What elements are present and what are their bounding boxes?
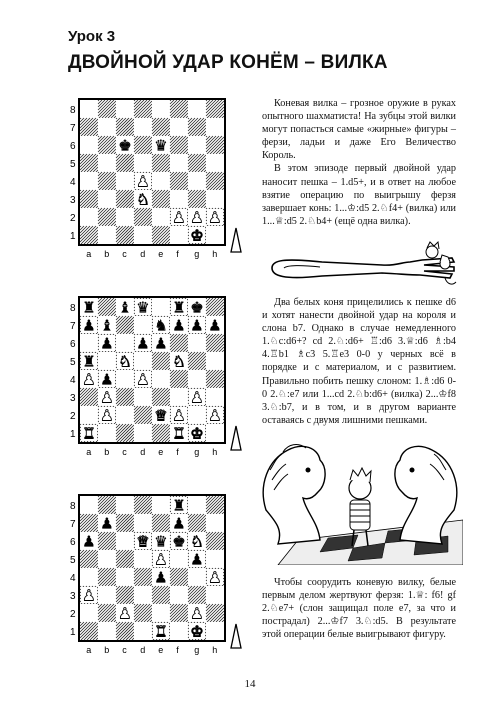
rank-label: 1 <box>70 230 76 242</box>
rank-label: 1 <box>70 626 76 638</box>
white-pawn-piece: ♟ <box>172 208 186 227</box>
light-square <box>206 424 224 442</box>
white-pawn-piece: ♟ <box>82 586 96 605</box>
light-square <box>98 586 116 604</box>
light-square <box>170 154 188 172</box>
black-pawn-piece: ♟ <box>208 316 222 335</box>
white-king-piece: ♚ <box>190 622 204 641</box>
file-label: c <box>122 249 127 259</box>
light-square <box>206 118 224 136</box>
file-label: h <box>212 447 218 457</box>
black-pawn-piece: ♟ <box>100 514 114 533</box>
file-label: a <box>86 249 92 259</box>
white-pawn-piece: ♟ <box>208 568 222 587</box>
white-pawn-piece: ♟ <box>190 604 204 623</box>
light-square <box>152 208 170 226</box>
light-square <box>188 136 206 154</box>
chapter-title: ДВОЙНОЙ УДАР КОНЁМ – ВИЛКА <box>68 52 388 73</box>
light-square <box>98 424 116 442</box>
white-knight-piece: ♞ <box>172 352 186 371</box>
file-label: d <box>140 249 146 259</box>
white-pawn-piece: ♟ <box>208 208 222 227</box>
black-pawn-piece: ♟ <box>82 532 96 551</box>
light-square <box>188 568 206 586</box>
light-square <box>80 568 98 586</box>
file-label: g <box>194 249 200 259</box>
light-square <box>134 388 152 406</box>
light-square <box>116 568 134 586</box>
light-square <box>80 604 98 622</box>
black-pawn-piece: ♟ <box>190 550 204 569</box>
file-label: g <box>194 447 200 457</box>
white-pawn-piece: ♟ <box>82 370 96 389</box>
lesson-label: Урок 3 <box>68 28 116 45</box>
light-square <box>206 586 224 604</box>
rank-label: 5 <box>70 356 76 368</box>
chessboard-svg <box>70 296 228 460</box>
white-king-piece: ♚ <box>190 424 204 443</box>
light-square <box>206 352 224 370</box>
file-label: h <box>212 645 218 655</box>
rank-label: 4 <box>70 176 76 188</box>
rank-label: 7 <box>70 320 76 332</box>
file-label: c <box>122 645 127 655</box>
white-pawn-piece: ♟ <box>118 604 132 623</box>
rank-label: 6 <box>70 140 76 152</box>
white-pawn-piece: ♟ <box>208 406 222 425</box>
file-label: f <box>176 249 179 259</box>
light-square <box>134 316 152 334</box>
knights-cartoon-illustration <box>258 440 463 565</box>
light-square <box>116 172 134 190</box>
light-square <box>188 370 206 388</box>
white-king-piece: ♚ <box>190 226 204 245</box>
light-square <box>80 334 98 352</box>
light-square <box>206 388 224 406</box>
light-square <box>116 208 134 226</box>
file-label: c <box>122 447 127 457</box>
light-square <box>80 406 98 424</box>
black-queen-piece: ♛ <box>136 298 150 317</box>
paragraph: Два белых коня прицелились к пешке d6 и хотят нанести двойной удар на короля и слона b7. Однако в случае немедленного 1.♘c:d6+? cd 2.♘:d6+ ♖:d6 3.♕:d6 ♗:b4 4.♖b1 ♗c3 5.♖e3 0-0 у черных всё в порядке и с материалом, и с развитием. Правильно побить пешку слоном: 1.♗:d6 0-0 2.♘:e7 или 1...cd 2.♘b:d6+ (вилка) 2...♔f8 3.♘:b7, и в том, и в другом варианте оставаясь с двумя лишними пешками. <box>262 297 456 426</box>
white-pawn-piece: ♟ <box>100 388 114 407</box>
light-square <box>206 514 224 532</box>
rank-label: 6 <box>70 338 76 350</box>
light-square <box>152 604 170 622</box>
rank-label: 8 <box>70 500 76 512</box>
white-knight-piece: ♞ <box>118 352 132 371</box>
light-square <box>188 496 206 514</box>
rank-label: 2 <box>70 608 76 620</box>
light-square <box>152 496 170 514</box>
light-square <box>188 334 206 352</box>
white-pawn-piece: ♟ <box>136 172 150 191</box>
white-pawn-piece: ♟ <box>100 406 114 425</box>
black-king-piece: ♚ <box>172 532 186 551</box>
white-queen-piece: ♛ <box>154 406 168 425</box>
white-pawn-piece: ♟ <box>190 208 204 227</box>
rank-label: 8 <box>70 104 76 116</box>
white-pawn-piece: ♟ <box>136 370 150 389</box>
black-pawn-piece: ♟ <box>100 334 114 353</box>
light-square <box>206 154 224 172</box>
light-square <box>134 154 152 172</box>
light-square <box>170 388 188 406</box>
paragraph: Коневая вилка – грозное оружие в руках опытного шахматиста! На зубцы этой вилки могут попасться самые «жирные» фигуры – ферзи, ладьи и даже Его Величество Король. <box>262 98 456 162</box>
rank-label: 4 <box>70 572 76 584</box>
white-rook-piece: ♜ <box>82 424 96 443</box>
light-square <box>170 586 188 604</box>
light-square <box>206 226 224 244</box>
file-label: a <box>86 645 92 655</box>
text-block-1 <box>262 97 456 228</box>
light-square <box>188 100 206 118</box>
rank-label: 7 <box>70 122 76 134</box>
file-label: b <box>104 249 110 259</box>
white-rook-piece: ♜ <box>154 622 168 641</box>
white-to-move-marker-2 <box>230 425 242 451</box>
rank-label: 1 <box>70 428 76 440</box>
light-square <box>98 226 116 244</box>
black-queen-piece: ♛ <box>154 136 168 155</box>
black-bishop-piece: ♝ <box>100 316 114 335</box>
black-knight-piece: ♞ <box>154 316 168 335</box>
fork-illustration <box>262 240 462 290</box>
white-knight-piece: ♞ <box>136 190 150 209</box>
light-square <box>134 352 152 370</box>
file-label: f <box>176 645 179 655</box>
white-rook-piece: ♜ <box>172 424 186 443</box>
black-bishop-piece: ♝ <box>118 298 132 317</box>
file-label: e <box>158 645 164 655</box>
white-pawn-piece: ♟ <box>154 550 168 569</box>
black-king-piece: ♚ <box>190 298 204 317</box>
light-square <box>116 334 134 352</box>
chess-diagram-3 <box>70 494 228 658</box>
black-pawn-piece: ♟ <box>100 370 114 389</box>
black-pawn-piece: ♟ <box>82 316 96 335</box>
chessboard-svg <box>70 494 228 658</box>
rank-label: 2 <box>70 410 76 422</box>
black-rook-piece: ♜ <box>172 496 186 515</box>
light-square <box>152 370 170 388</box>
light-square <box>170 118 188 136</box>
rank-label: 3 <box>70 590 76 602</box>
black-rook-piece: ♜ <box>82 298 96 317</box>
light-square <box>116 406 134 424</box>
light-square <box>152 298 170 316</box>
text-block-3 <box>262 576 456 641</box>
rank-label: 4 <box>70 374 76 386</box>
black-pawn-piece: ♟ <box>190 316 204 335</box>
black-rook-piece: ♜ <box>82 352 96 371</box>
chess-diagram-2 <box>70 296 228 460</box>
light-square <box>170 190 188 208</box>
file-label: b <box>104 447 110 457</box>
rank-label: 5 <box>70 554 76 566</box>
file-label: e <box>158 447 164 457</box>
file-label: a <box>86 447 92 457</box>
light-square <box>188 172 206 190</box>
light-square <box>188 406 206 424</box>
light-square <box>152 172 170 190</box>
rank-label: 2 <box>70 212 76 224</box>
light-square <box>134 514 152 532</box>
white-to-move-marker-3 <box>230 623 242 649</box>
light-square <box>152 100 170 118</box>
rank-label: 6 <box>70 536 76 548</box>
rank-label: 3 <box>70 194 76 206</box>
chessboard-svg <box>70 98 228 262</box>
light-square <box>134 118 152 136</box>
file-label: b <box>104 645 110 655</box>
file-label: h <box>212 249 218 259</box>
light-square <box>116 532 134 550</box>
black-pawn-piece: ♟ <box>154 334 168 353</box>
light-square <box>206 190 224 208</box>
light-square <box>170 550 188 568</box>
text-block-2 <box>262 296 456 427</box>
file-label: e <box>158 249 164 259</box>
light-square <box>98 154 116 172</box>
black-pawn-piece: ♟ <box>172 316 186 335</box>
file-label: d <box>140 645 146 655</box>
rank-label: 5 <box>70 158 76 170</box>
light-square <box>134 550 152 568</box>
black-pawn-piece: ♟ <box>172 514 186 533</box>
file-label: g <box>194 645 200 655</box>
light-square <box>80 208 98 226</box>
light-square <box>134 226 152 244</box>
light-square <box>80 172 98 190</box>
file-label: f <box>176 447 179 457</box>
white-queen-piece: ♛ <box>136 532 150 551</box>
black-queen-piece: ♛ <box>154 532 168 551</box>
light-square <box>170 226 188 244</box>
white-to-move-marker-1 <box>230 227 242 253</box>
rank-label: 7 <box>70 518 76 530</box>
light-square <box>134 424 152 442</box>
light-square <box>206 622 224 640</box>
file-label: d <box>140 447 146 457</box>
white-pawn-piece: ♟ <box>190 388 204 407</box>
light-square <box>98 550 116 568</box>
rank-label: 3 <box>70 392 76 404</box>
light-square <box>134 586 152 604</box>
black-king-piece: ♚ <box>118 136 132 155</box>
light-square <box>134 622 152 640</box>
black-rook-piece: ♜ <box>172 298 186 317</box>
light-square <box>206 550 224 568</box>
light-square <box>98 352 116 370</box>
light-square <box>80 496 98 514</box>
light-square <box>98 190 116 208</box>
chess-diagram-1 <box>70 98 228 262</box>
light-square <box>116 100 134 118</box>
black-pawn-piece: ♟ <box>136 334 150 353</box>
page-number: 14 <box>244 678 256 690</box>
light-square <box>80 136 98 154</box>
white-pawn-piece: ♟ <box>172 406 186 425</box>
paragraph: Чтобы соорудить коневую вилку, белые первым делом жертвуют ферзя: 1.♕: f6! gf 2.♘e7+ (слон защищал поле e7, за что и пострадал) 2...♔f7 3.♘:d5. В результате этой операции белые выигрывают фигуру. <box>262 577 456 641</box>
light-square <box>80 100 98 118</box>
white-knight-piece: ♞ <box>190 532 204 551</box>
light-square <box>98 622 116 640</box>
light-square <box>116 496 134 514</box>
light-square <box>170 622 188 640</box>
rank-label: 8 <box>70 302 76 314</box>
light-square <box>98 118 116 136</box>
paragraph: В этом эпизоде первый двойной удар наносит пешка – 1.d5+, и в ответ на любое взятие операцию по выигрышу ферзя завершает конь: 1...♔:d5 2.♘f4+ (вилка) или 1...♕:d5 2.♘b4+ (ещё одна вилка). <box>262 163 456 227</box>
black-pawn-piece: ♟ <box>154 568 168 587</box>
light-square <box>116 370 134 388</box>
